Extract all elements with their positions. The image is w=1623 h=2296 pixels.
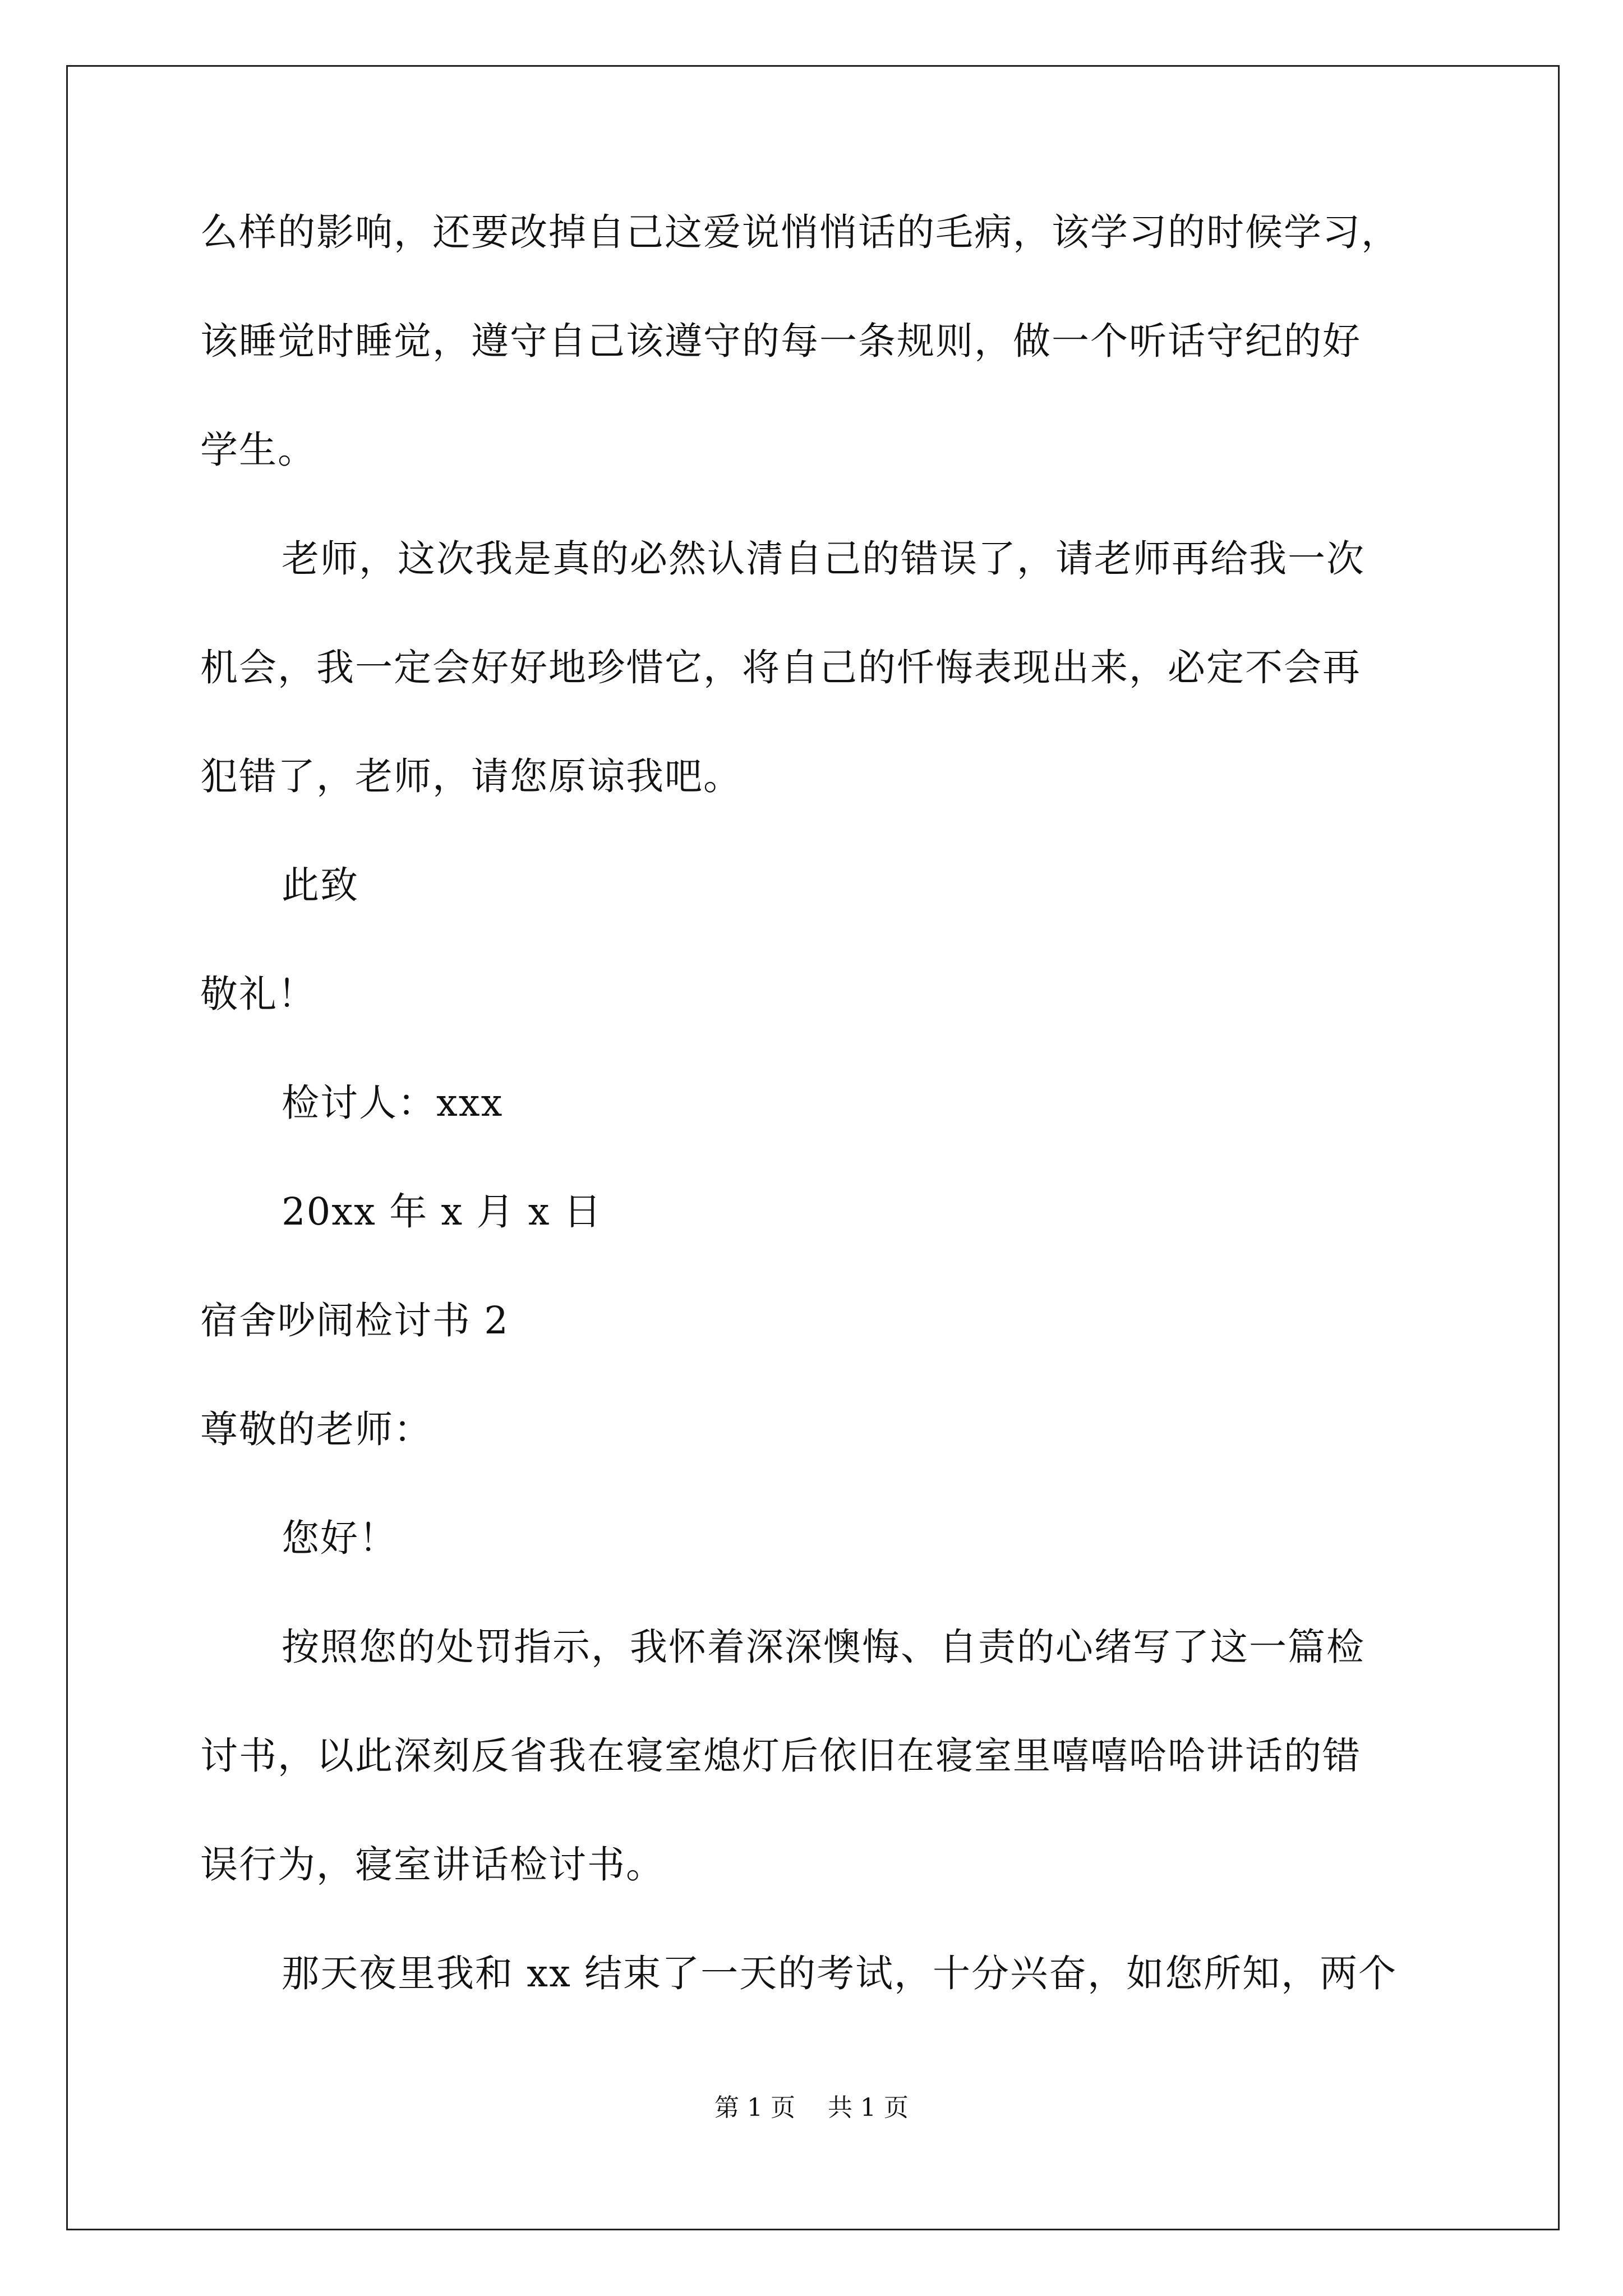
greeting-line: 您好！ [282, 1516, 398, 1560]
text-line: 老师，这次我是真的必然认清自己的错误了，请老师再给我一次 [282, 537, 1365, 581]
text-line: 那天夜里我和 xx 结束了一天的考试，十分兴奋，如您所知，两个 [282, 1952, 1398, 1995]
page-number: 第 1 页 [714, 2093, 795, 2122]
signature-line: 检讨人：xxx [282, 1081, 504, 1125]
date-line: 20xx 年 x 月 x 日 [282, 1190, 602, 1234]
text-line: 讨书，以此深刻反省我在寝室熄灯后依旧在寝室里嘻嘻哈哈讲话的错 [200, 1734, 1361, 1778]
closing-salutation: 此致 [282, 863, 359, 907]
text-line: 机会，我一定会好好地珍惜它，将自己的忏悔表现出来，必定不会再 [200, 646, 1361, 689]
closing-regards: 敬礼！ [200, 972, 316, 1016]
text-line: 犯错了，老师，请您原谅我吧。 [200, 754, 742, 798]
text-line: 学生。 [200, 428, 316, 472]
greeting: 尊敬的老师： [200, 1407, 432, 1451]
section-title: 宿舍吵闹检讨书 2 [200, 1299, 509, 1342]
text-line: 按照您的处罚指示，我怀着深深懊悔、自责的心绪写了这一篇检 [282, 1625, 1365, 1669]
page-footer [0, 2091, 1623, 2125]
page-total: 共 1 页 [828, 2093, 909, 2122]
text-line: 该睡觉时睡觉，遵守自己该遵守的每一条规则，做一个听话守纪的好 [200, 319, 1361, 363]
text-line: 么样的影响，还要改掉自己这爱说悄悄话的毛病，该学习的时候学习， [200, 210, 1400, 254]
text-line: 误行为，寝室讲话检讨书。 [200, 1843, 665, 1887]
page-border [66, 65, 1560, 2230]
